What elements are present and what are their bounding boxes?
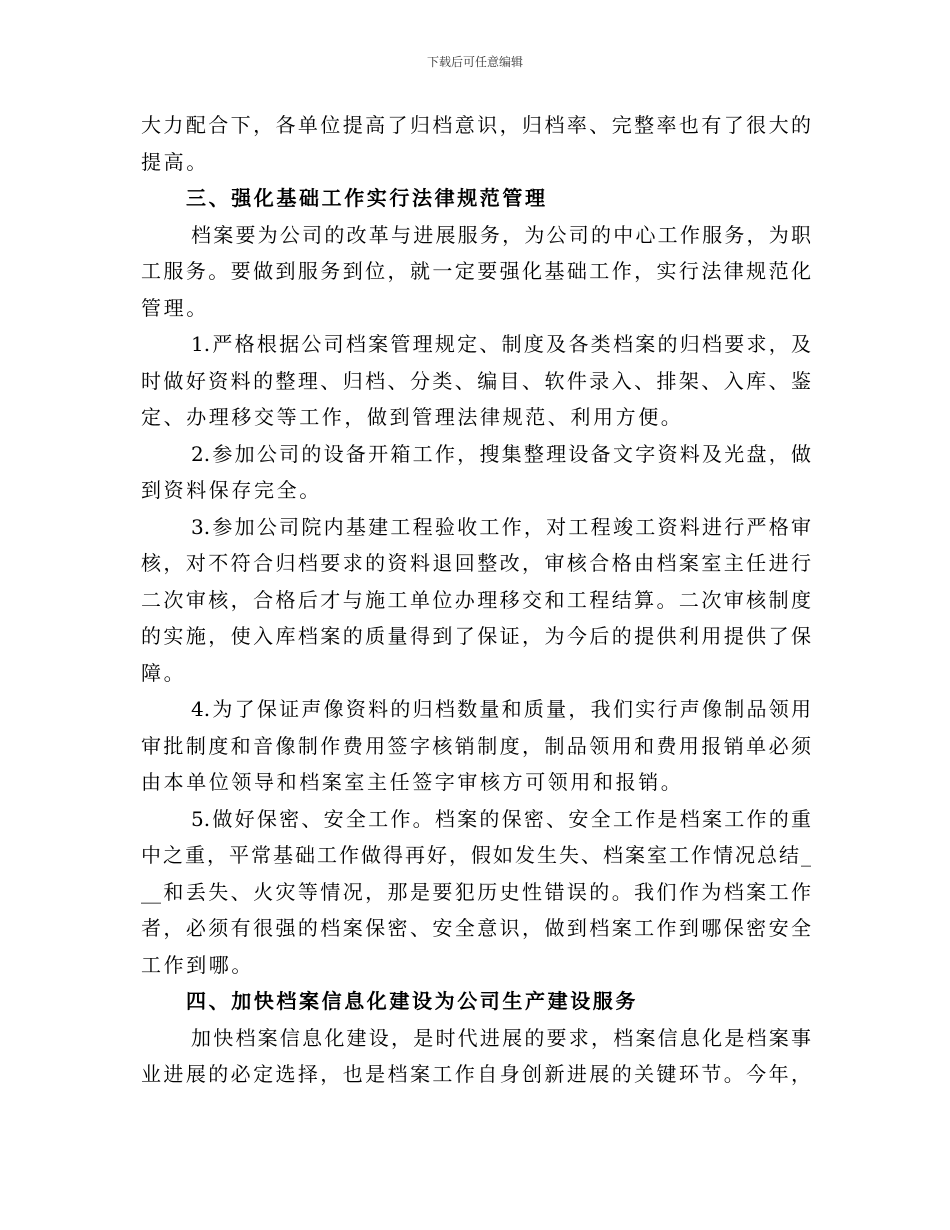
list-item-4-line: 4.为了保证声像资料的归档数量和质量，我们实行声像制品领用 — [191, 697, 811, 721]
paragraph-line: 大力配合下，各单位提高了归档意识，归档率、完整率也有了很大的 — [141, 113, 811, 137]
document-body — [141, 107, 811, 1093]
paragraph-line: 提高。 — [141, 149, 209, 174]
paragraph-line: 管理。 — [141, 295, 209, 320]
list-item-1-line: 时做好资料的整理、归档、分类、编目、软件录入、排架、入库、鉴 — [141, 368, 811, 393]
list-item-1-line: 定、办理移交等工作，做到管理法律规范、利用方便。 — [141, 405, 684, 429]
paragraph-line: 业进展的必定选择，也是档案工作自身创新进展的关键环节。今年， — [141, 1062, 811, 1086]
list-item-1-line: 1.严格根据公司档案管理规定、制度及各类档案的归档要求，及 — [191, 332, 811, 356]
paragraph-line: 工服务。要做到服务到位，就一定要强化基础工作，实行法律规范化 — [141, 259, 811, 283]
list-item-4-line: 审批制度和音像制作费用签字核销制度，制品领用和费用报销单必须 — [141, 733, 811, 758]
list-item-5-line: 工作到哪。 — [141, 952, 254, 977]
list-item-5-line: 者，必须有很强的档案保密、安全意识，做到档案工作到哪保密安全 — [141, 916, 811, 940]
list-item-3-line: 障。 — [141, 660, 187, 685]
paragraph-line: 加快档案信息化建设，是时代进展的要求，档案信息化是档案事 — [191, 1025, 811, 1050]
list-item-3-line: 3.参加公司院内基建工程验收工作，对工程竣工资料进行严格审 — [191, 514, 811, 539]
list-item-2-line: 2.参加公司的设备开箱工作，搜集整理设备文字资料及光盘，做 — [191, 441, 811, 466]
list-item-5-line: 中之重，平常基础工作做得再好，假如发生失、档案室工作情况总结_ — [141, 843, 811, 867]
list-item-2-line: 到资料保存完全。 — [141, 478, 322, 502]
list-item-5-line: 5.做好保密、安全工作。档案的保密、安全工作是档案工作的重 — [191, 806, 811, 831]
page-header-note: 下载后可任意编辑 — [426, 55, 523, 69]
list-item-4-line: 由本单位领导和档案室主任签字审核方可领用和报销。 — [141, 770, 684, 794]
list-item-5-line: __和丢失、火灾等情况，那是要犯历史性错误的。我们作为档案工作 — [141, 879, 811, 904]
section-heading-three: 三、强化基础工作实行法律规范管理 — [186, 186, 548, 210]
list-item-3-line: 二次审核，合格后才与施工单位办理移交和工程结算。二次审核制度 — [141, 587, 811, 612]
paragraph-line: 档案要为公司的改革与进展服务，为公司的中心工作服务，为职 — [191, 222, 811, 247]
list-item-3-line: 的实施，使入库档案的质量得到了保证，为今后的提供利用提供了保 — [141, 624, 811, 648]
section-heading-four: 四、加快档案信息化建设为公司生产建设服务 — [186, 989, 638, 1013]
list-item-3-line: 核，对不符合归档要求的资料退回整改，审核合格由档案室主任进行 — [141, 551, 811, 575]
